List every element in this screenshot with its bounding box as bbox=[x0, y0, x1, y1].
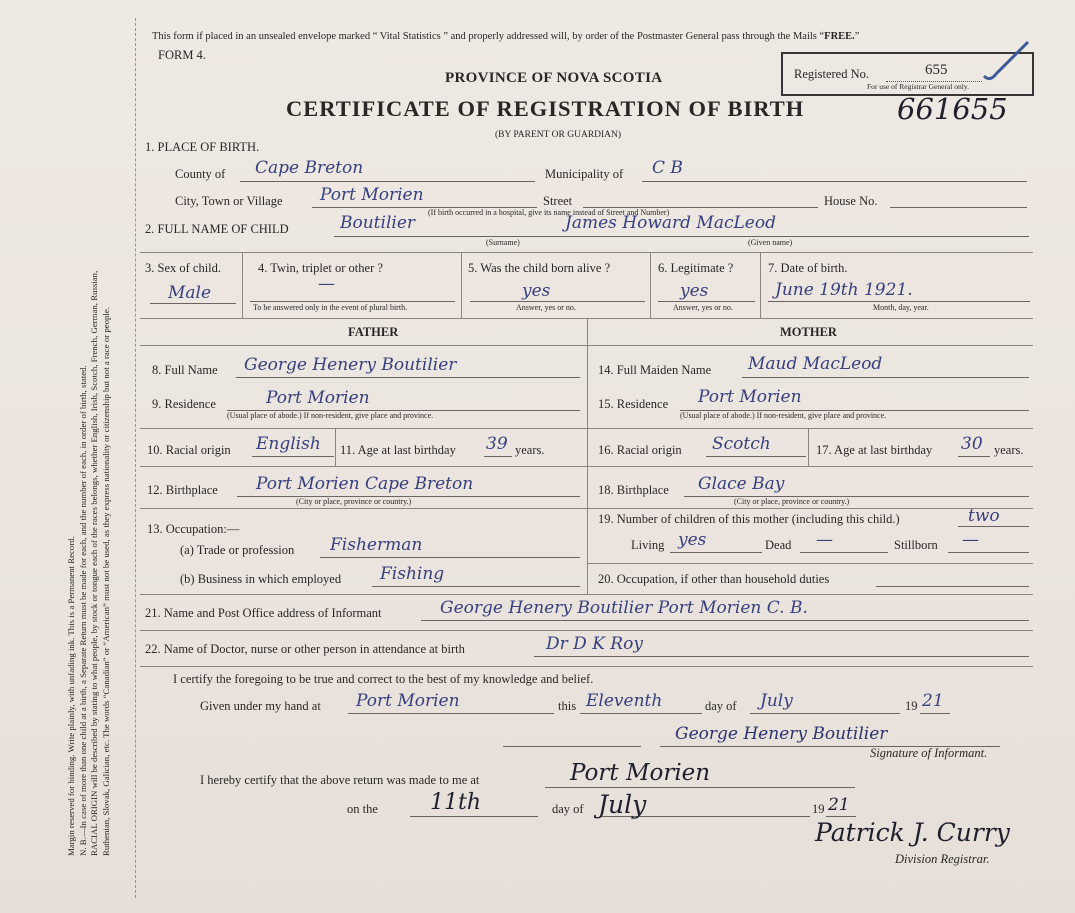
legitimate-line bbox=[658, 301, 755, 302]
binding-margin-line bbox=[135, 18, 136, 898]
father-name-line bbox=[236, 377, 580, 378]
alive-line bbox=[470, 301, 645, 302]
father-residence-label: 9. Residence bbox=[152, 397, 216, 411]
mother-name-value: Maud MacLeod bbox=[748, 354, 883, 374]
blank-signature-line bbox=[503, 746, 641, 747]
row-divider bbox=[587, 563, 1033, 564]
hospital-note: (If birth occurred in a hospital, give its name instead of Street and Number) bbox=[428, 208, 670, 217]
month-value: July bbox=[760, 691, 793, 711]
doctor-label: 22. Name of Doctor, nurse or other person in attendance at birth bbox=[145, 642, 465, 656]
mother-name-label: 14. Full Maiden Name bbox=[598, 363, 712, 377]
registrar-day-of-label: day of bbox=[552, 802, 584, 816]
this-day-value: Eleventh bbox=[586, 691, 663, 711]
dead-label: Dead bbox=[765, 538, 792, 552]
father-occupation-label: 13. Occupation:— bbox=[147, 522, 240, 536]
registrar-place-value: Port Morien bbox=[570, 760, 711, 786]
county-line bbox=[240, 181, 535, 182]
given-place-value: Port Morien bbox=[356, 691, 460, 711]
registrar-year-line bbox=[826, 816, 856, 817]
margin-line: N. B.—In case of more than one child at a birth, a Separate Return must be made for each, and the number of each, in order of birth, stated. bbox=[77, 365, 88, 856]
stillborn-line bbox=[948, 552, 1029, 553]
sex-value: Male bbox=[168, 283, 212, 303]
informant-value: George Henery Boutilier Port Morien C. B. bbox=[440, 598, 808, 618]
day-of-label: day of bbox=[705, 699, 737, 713]
father-birthplace-note: (City or place, province or country.) bbox=[296, 497, 412, 506]
child-surname-value: Boutilier bbox=[340, 213, 416, 233]
mail-notice: This form if placed in an unsealed envelope marked “ Vital Statistics ” and properly addressed will, by order of the Postmaster General pass through the Mails “FREE.” bbox=[152, 31, 860, 42]
handwritten-registration-number: 661655 bbox=[897, 92, 1008, 126]
mother-racial-label: 16. Racial origin bbox=[598, 443, 682, 457]
registrar-day-line bbox=[410, 816, 538, 817]
page-title: CERTIFICATE OF REGISTRATION OF BIRTH bbox=[286, 96, 805, 121]
registrar-signature: Patrick J. Curry bbox=[815, 818, 1010, 847]
row-divider bbox=[587, 428, 1033, 429]
this-label: this bbox=[558, 699, 577, 713]
child-name-line bbox=[334, 236, 1029, 237]
twin-value: — bbox=[318, 274, 335, 294]
father-age-value: 39 bbox=[486, 434, 508, 454]
municipality-label: Municipality of bbox=[545, 167, 624, 181]
mother-age-unit: years. bbox=[994, 443, 1024, 457]
row-divider bbox=[140, 666, 1033, 667]
father-residence-note: (Usual place of abode.) If non-resident, give place and province. bbox=[227, 411, 434, 420]
given-name-note: (Given name) bbox=[748, 238, 793, 247]
dob-value: June 19th 1921. bbox=[775, 280, 913, 300]
informant-certify-text: I certify the foregoing to be true and correct to the best of my knowledge and belief. bbox=[173, 672, 594, 686]
father-racial-value: English bbox=[256, 434, 321, 454]
living-label: Living bbox=[631, 538, 665, 552]
page-subtitle: (BY PARENT OR GUARDIAN) bbox=[495, 130, 622, 140]
children-count-value: two bbox=[968, 506, 1000, 526]
signature-of-informant-label: Signature of Informant. bbox=[870, 746, 988, 760]
house-number-line bbox=[890, 207, 1027, 208]
mother-age-line bbox=[958, 456, 990, 457]
year-prefix: 19 bbox=[905, 699, 918, 713]
father-trade-line bbox=[320, 557, 580, 558]
year-value: 21 bbox=[922, 691, 944, 711]
alive-note: Answer, yes or no. bbox=[516, 303, 576, 312]
street-label: Street bbox=[543, 194, 573, 208]
father-name-value: George Henery Boutilier bbox=[244, 355, 457, 375]
given-under-label: Given under my hand at bbox=[200, 699, 321, 713]
sex-label: 3. Sex of child. bbox=[145, 261, 222, 275]
doctor-line bbox=[534, 656, 1029, 657]
registrar-year-value: 21 bbox=[828, 795, 850, 815]
margin-line: RACIAL ORIGIN will be described by stating to what people, by stock or tongue each of the races belongs, whether English, Irish, Scotch, French, German, Russian, bbox=[89, 270, 99, 856]
dead-line bbox=[800, 552, 888, 553]
father-trade-label: (a) Trade or profession bbox=[180, 543, 295, 557]
row-divider bbox=[140, 630, 1033, 631]
cell-divider bbox=[808, 428, 809, 466]
mother-birthplace-value: Glace Bay bbox=[698, 474, 785, 494]
dob-line bbox=[768, 301, 1030, 302]
county-label: County of bbox=[175, 167, 226, 181]
place-of-birth-heading: 1. PLACE OF BIRTH. bbox=[145, 140, 260, 154]
municipality-value: C B bbox=[652, 158, 683, 178]
registrar-year-prefix: 19 bbox=[812, 802, 825, 816]
children-count-line bbox=[958, 526, 1029, 527]
province-heading: PROVINCE OF NOVA SCOTIA bbox=[445, 70, 663, 86]
twin-label: 4. Twin, triplet or other ? bbox=[258, 261, 383, 275]
father-age-unit: years. bbox=[515, 443, 545, 457]
row-divider bbox=[587, 508, 1033, 509]
children-count-label: 19. Number of children of this mother (including this child.) bbox=[598, 512, 900, 526]
mother-age-label: 17. Age at last birthday bbox=[816, 443, 933, 457]
cell-divider bbox=[760, 252, 761, 318]
municipality-line bbox=[642, 181, 1027, 182]
alive-value: yes bbox=[522, 281, 551, 301]
father-business-line bbox=[372, 586, 580, 587]
legitimate-value: yes bbox=[680, 281, 709, 301]
registrar-general-note: For use of Registrar General only. bbox=[867, 82, 969, 91]
twin-note: To be answered only in the event of plural birth. bbox=[253, 303, 408, 312]
mother-occupation-line bbox=[876, 586, 1029, 587]
city-label: City, Town or Village bbox=[175, 194, 283, 208]
mother-residence-note: (Usual place of abode.) If non-resident, give place and province. bbox=[680, 411, 887, 420]
mother-heading: MOTHER bbox=[780, 325, 837, 339]
check-mark-icon bbox=[980, 38, 1032, 84]
on-the-label: on the bbox=[347, 802, 378, 816]
twin-line bbox=[250, 301, 455, 302]
informant-signature: George Henery Boutilier bbox=[675, 724, 888, 744]
row-divider bbox=[140, 252, 1033, 253]
legitimate-label: 6. Legitimate ? bbox=[658, 261, 734, 275]
father-birthplace-label: 12. Birthplace bbox=[147, 483, 218, 497]
margin-line: Ruthenian, Slovak, Galician, etc. The words “Canadian” or “American” must not be used, as they express nationality or citizenship but not a race or people. bbox=[100, 307, 111, 856]
alive-label: 5. Was the child born alive ? bbox=[468, 261, 611, 275]
father-heading: FATHER bbox=[348, 325, 399, 339]
column-divider bbox=[587, 318, 588, 594]
registrar-month-value: July bbox=[598, 790, 647, 819]
county-value: Cape Breton bbox=[255, 158, 364, 178]
mother-birthplace-label: 18. Birthplace bbox=[598, 483, 669, 497]
cell-divider bbox=[650, 252, 651, 318]
father-racial-label: 10. Racial origin bbox=[147, 443, 231, 457]
mother-occupation-label: 20. Occupation, if other than household duties bbox=[598, 572, 830, 586]
stillborn-label: Stillborn bbox=[894, 538, 938, 552]
child-given-name-value: James Howard MacLeod bbox=[565, 213, 776, 233]
child-name-label: 2. FULL NAME OF CHILD bbox=[145, 222, 289, 236]
row-divider bbox=[140, 345, 1033, 346]
registrar-place-line bbox=[545, 787, 855, 788]
mother-residence-label: 15. Residence bbox=[598, 397, 669, 411]
father-residence-value: Port Morien bbox=[266, 388, 370, 408]
row-divider bbox=[140, 594, 1033, 595]
living-value: yes bbox=[678, 530, 707, 550]
doctor-value: Dr D K Roy bbox=[546, 634, 643, 654]
father-age-line bbox=[484, 456, 512, 457]
row-divider bbox=[587, 466, 1033, 467]
month-line bbox=[750, 713, 900, 714]
row-divider bbox=[140, 508, 587, 509]
mother-residence-value: Port Morien bbox=[698, 387, 802, 407]
registrar-day-value: 11th bbox=[430, 790, 482, 815]
cell-divider bbox=[335, 428, 336, 466]
row-divider bbox=[140, 466, 587, 467]
this-day-line bbox=[580, 713, 702, 714]
registered-number: 655 bbox=[925, 62, 948, 78]
margin-notes bbox=[66, 271, 112, 856]
father-birthplace-value: Port Morien Cape Breton bbox=[256, 474, 474, 494]
division-registrar-label: Division Registrar. bbox=[895, 852, 990, 866]
year-line bbox=[920, 713, 950, 714]
mother-birthplace-note: (City or place, province or country.) bbox=[734, 497, 850, 506]
house-number-label: House No. bbox=[824, 194, 878, 208]
given-place-line bbox=[348, 713, 554, 714]
row-divider bbox=[140, 428, 587, 429]
father-age-label: 11. Age at last birthday bbox=[340, 443, 456, 457]
registered-label: Registered No. bbox=[794, 67, 869, 81]
mother-racial-line bbox=[706, 456, 806, 457]
father-trade-value: Fisherman bbox=[330, 535, 423, 555]
mother-name-line bbox=[742, 377, 1029, 378]
sex-line bbox=[150, 303, 236, 304]
stillborn-value: — bbox=[962, 530, 979, 550]
mother-racial-value: Scotch bbox=[712, 434, 771, 454]
mother-age-value: 30 bbox=[961, 434, 983, 454]
registrar-certify-text: I hereby certify that the above return was made to me at bbox=[200, 773, 480, 787]
father-business-value: Fishing bbox=[380, 564, 445, 584]
dob-label: 7. Date of birth. bbox=[768, 261, 848, 275]
form-number: FORM 4. bbox=[158, 48, 206, 62]
cell-divider bbox=[242, 252, 243, 318]
surname-note: (Surname) bbox=[486, 238, 520, 247]
living-line bbox=[670, 552, 762, 553]
city-value: Port Morien bbox=[320, 185, 424, 205]
father-business-label: (b) Business in which employed bbox=[180, 572, 342, 586]
dob-note: Month, day, year. bbox=[873, 303, 929, 312]
dead-value: — bbox=[816, 530, 833, 550]
informant-label: 21. Name and Post Office address of Informant bbox=[145, 606, 382, 620]
father-racial-line bbox=[252, 456, 334, 457]
cell-divider bbox=[461, 252, 462, 318]
margin-line: Margin reserved for binding. Write plainly, with unfading ink. This is a Permanent Record. bbox=[66, 536, 76, 856]
informant-line bbox=[421, 620, 1029, 621]
legitimate-note: Answer, yes or no. bbox=[673, 303, 733, 312]
father-name-label: 8. Full Name bbox=[152, 363, 218, 377]
